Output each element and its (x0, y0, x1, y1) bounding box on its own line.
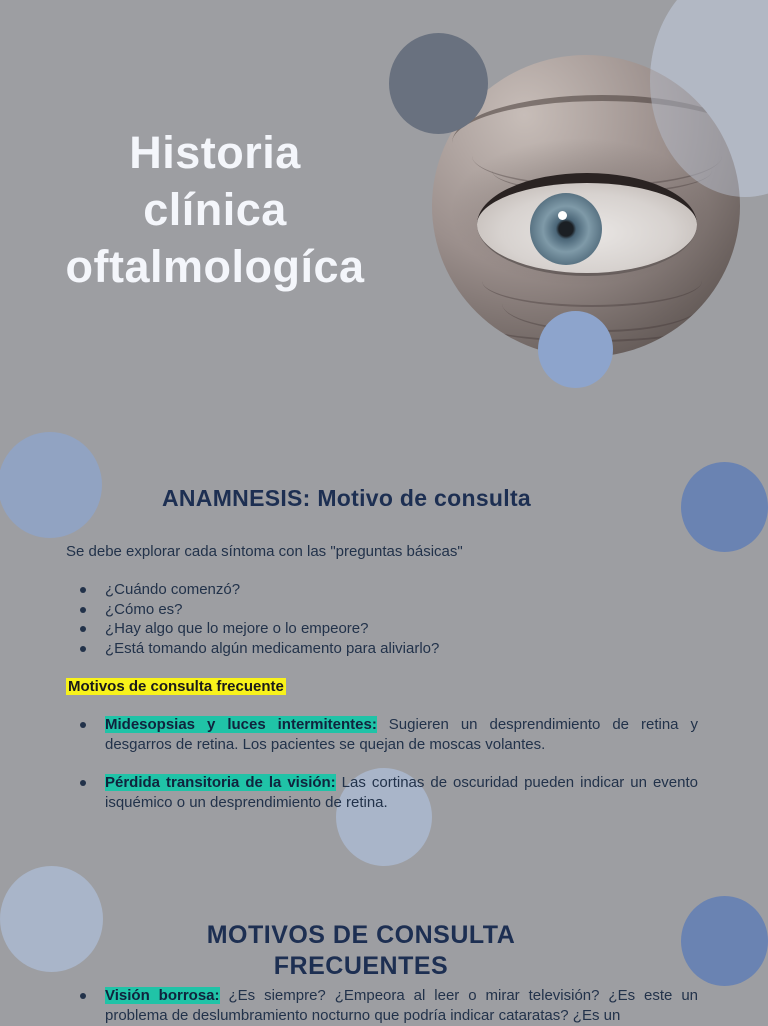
title-line: Historia (129, 127, 301, 178)
list-item: ¿Hay algo que lo mejore o lo empeore? (80, 619, 439, 639)
heading-line: FRECUENTES (273, 952, 449, 980)
list-item (80, 715, 698, 755)
list-item: ¿Cómo es? (80, 600, 439, 620)
item-text: Las cortinas de oscuridad pueden indicar un evento isquémico o un desprendimiento de retina. (105, 774, 698, 811)
decorative-circle (538, 311, 613, 388)
highlighted-term: Pérdida transitoria de la visión: (105, 774, 336, 791)
decorative-circle (389, 33, 488, 134)
anamnesis-heading: ANAMNESIS: Motivo de consulta (161, 485, 532, 511)
heading-line: MOTIVOS DE CONSULTA (206, 921, 516, 949)
list-item: ¿Cuándo comenzó? (80, 580, 439, 600)
frequent-reasons-list (80, 715, 698, 831)
highlighted-term: Visión borrosa: (105, 987, 220, 1004)
frequent-reasons-label: Motivos de consulta frecuente (68, 678, 284, 695)
anamnesis-intro: Se debe explorar cada síntoma con las "preguntas básicas" (66, 543, 463, 560)
page-title (0, 124, 430, 295)
questions-list (80, 580, 439, 658)
highlighted-term: Midesopsias y luces intermitentes: (105, 716, 377, 733)
title-line: oftalmologíca (65, 241, 365, 292)
item-text: ¿Es siempre? ¿Empeora al leer o mirar televisión? ¿Es este un problema de deslumbramiento nocturno que podría indicar cataratas? ¿Es un (105, 987, 699, 1024)
decorative-circle (681, 462, 768, 552)
motivos-heading (0, 920, 722, 982)
list-item: ¿Está tomando algún medicamento para aliviarlo? (80, 639, 439, 659)
motivos-list (80, 986, 698, 1026)
item-text: Sugieren un desprendimiento de retina y desgarros de retina. Los pacientes se quejan de moscas volantes. (105, 716, 698, 753)
list-item (80, 986, 698, 1026)
title-line: clínica (143, 184, 287, 235)
list-item (80, 773, 698, 813)
